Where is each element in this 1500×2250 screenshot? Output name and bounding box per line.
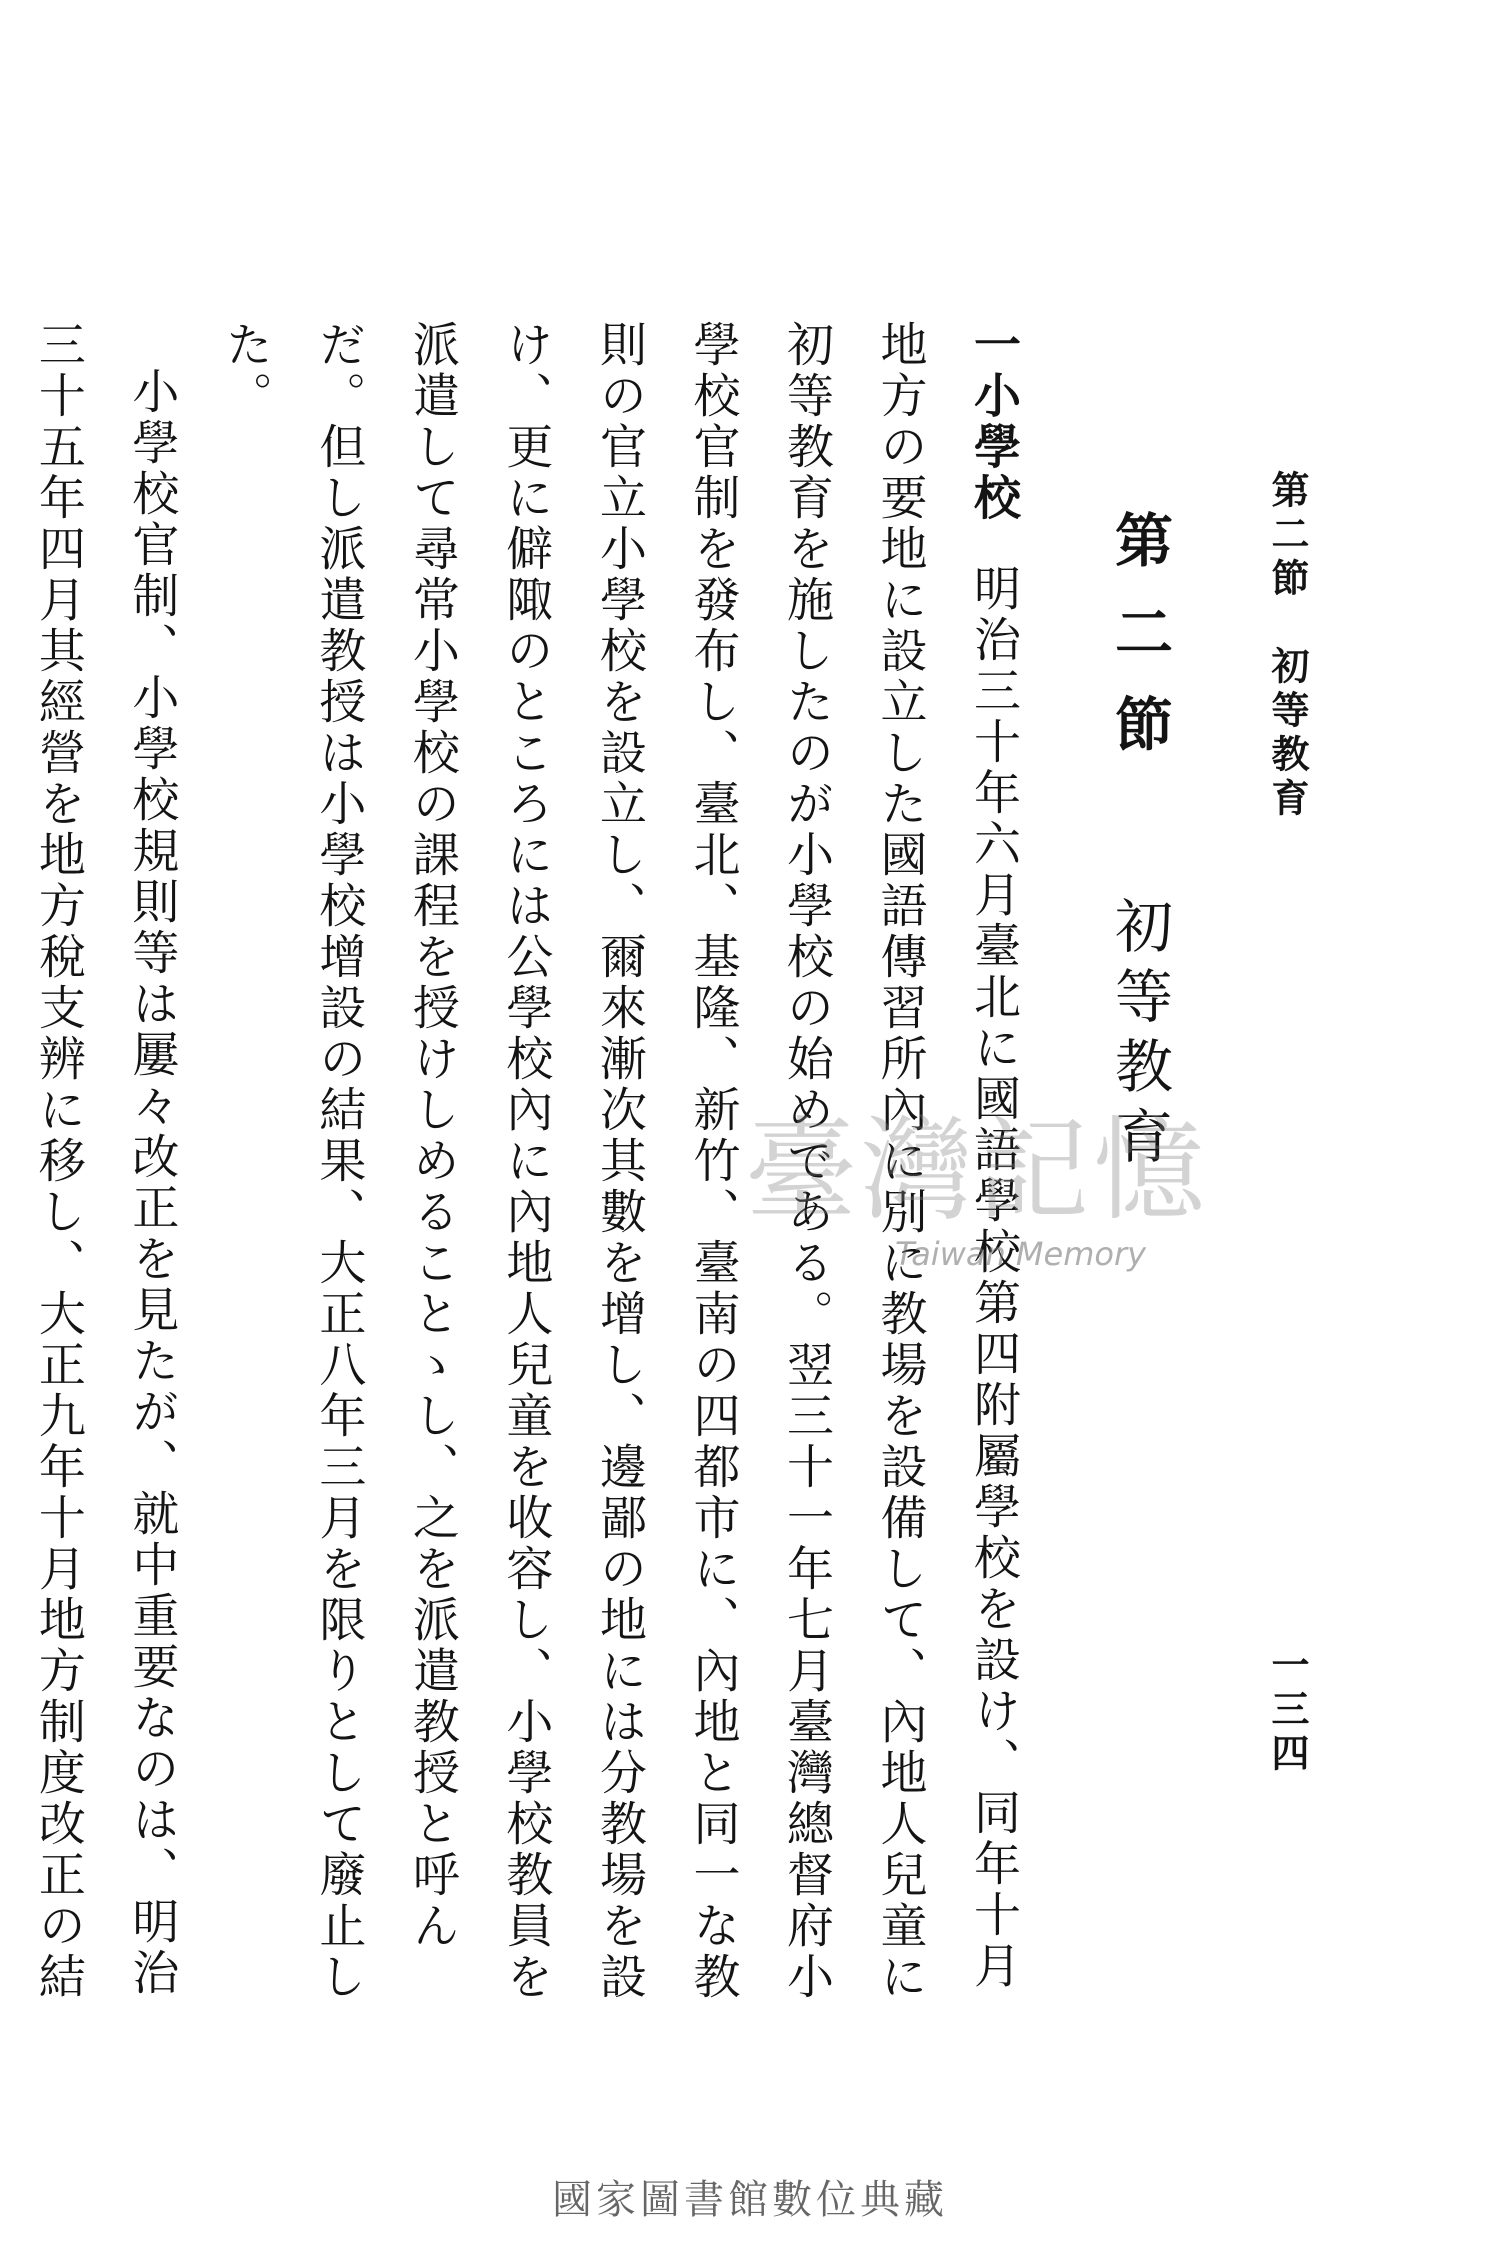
section-title: 初等教育 [1105, 896, 1173, 1176]
page-number: 一三四 [1265, 1645, 1310, 1777]
section-number: 第二節 [1105, 510, 1173, 786]
running-head: 第二節 初等教育 [1265, 470, 1310, 822]
section-heading [1105, 510, 1173, 1176]
body-text [30, 320, 1040, 2040]
lead-title: 小學校 [966, 371, 1021, 524]
paragraph-2-text: 小學校官制、小學校規則等は屢々改正を見たが、就中重要なのは、明治三十五年四月其經營を地方稅支辨に移し、大正九年十月地方制度改正の結 [30, 320, 180, 2003]
paragraph-1 [198, 320, 1040, 2040]
paragraph-1-text: 明治三十年六月臺北に國語學校第四附屬學校を設け、同年十月地方の要地に設立した國語傳習所內に別に教場を設備して、內地人兒童に初等教育を施したのが小學校の始めである。翌三十一年七月臺灣總督府小學校官制を發布し、臺北、基隆、新竹、臺南の四都市に、內地と同一な教則の官立小學校を設立し、爾來漸次其數を增し、邊鄙の地には分教場を設け、更に僻陬のところには公學校內に內地人兒童を收容し、小學校教員を派遣して尋常小學校の課程を授けしめることゝし、之を派遣教授と呼んだ。但し派遣教授は小學校增設の結果、大正八年三月を限りとして廢止した。 [217, 320, 1021, 2003]
paragraph-2 [0, 320, 198, 2040]
watermark-subtitle: Taiwan Memory [895, 1235, 1147, 1273]
watermark-logo: 臺灣記憶 [745, 1106, 1209, 1236]
lead-marker: 一 [966, 320, 1021, 371]
footer-credit: 國家圖書館數位典藏 [552, 2177, 948, 2223]
